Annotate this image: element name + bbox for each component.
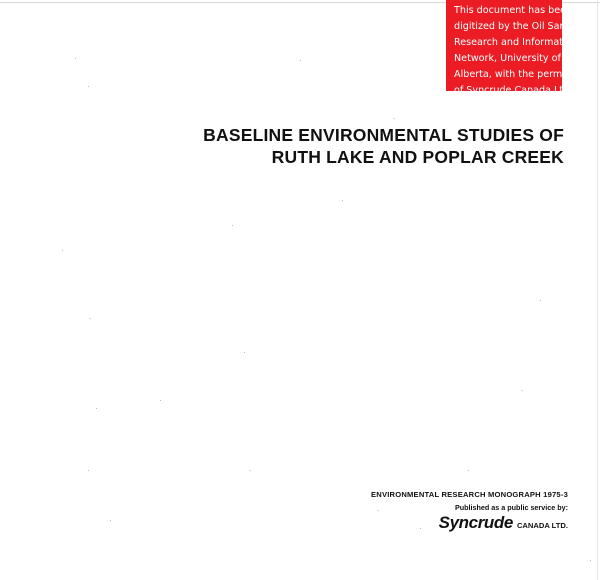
scan-speck — [244, 352, 245, 353]
notice-line-1: This document has been — [454, 5, 573, 16]
scan-speck — [540, 300, 541, 301]
syncrude-logo-wordmark: Syncrude — [438, 513, 513, 532]
scan-speck — [468, 470, 469, 471]
notice-line-6: of Syncrude Canada Ltd. — [454, 85, 573, 96]
scan-speck — [96, 408, 97, 409]
document-title — [203, 124, 564, 168]
publisher-logo — [439, 513, 568, 533]
scan-speck — [232, 225, 233, 226]
scan-speck — [420, 528, 421, 529]
scan-speck — [378, 510, 379, 511]
scan-speck — [250, 470, 251, 471]
scan-speck — [88, 86, 89, 87]
scan-speck — [90, 318, 91, 319]
scan-speck — [160, 400, 161, 401]
scan-speck — [342, 200, 343, 201]
scan-speck — [590, 560, 591, 561]
scan-speck — [75, 58, 76, 59]
notice-line-5: Alberta, with the permission — [454, 69, 590, 80]
scan-speck — [110, 520, 111, 521]
scan-speck — [62, 250, 63, 251]
notice-line-3: Research and Information — [454, 37, 578, 48]
scan-speck — [394, 118, 395, 119]
scan-speck — [300, 60, 301, 61]
digitization-notice — [446, 0, 590, 96]
scan-speck — [88, 470, 89, 471]
scan-right-edge — [597, 0, 598, 580]
publisher-suffix: CANADA LTD. — [516, 521, 568, 530]
published-by-label: Published as a public service by: — [454, 503, 568, 512]
scan-speck — [522, 390, 523, 391]
monograph-number: ENVIRONMENTAL RESEARCH MONOGRAPH 1975-3 — [371, 490, 568, 499]
notice-line-4: Network, University of — [454, 53, 561, 64]
title-line-2: RUTH LAKE AND POPLAR CREEK — [271, 147, 564, 167]
title-line-1: BASELINE ENVIRONMENTAL STUDIES OF — [203, 125, 564, 145]
notice-line-2: digitized by the Oil Sands — [454, 21, 577, 32]
